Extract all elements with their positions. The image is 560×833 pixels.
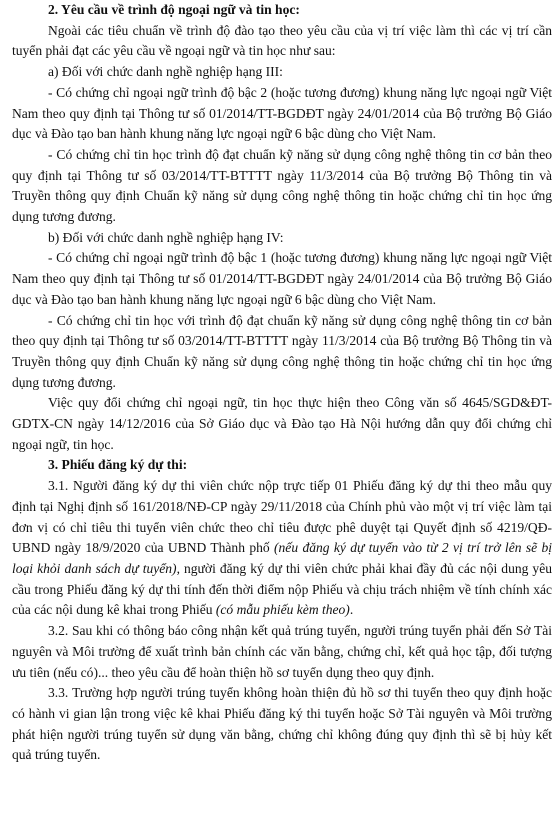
section-2-heading: 2. Yêu cầu về trình độ ngoại ngữ và tin học: <box>48 2 300 17</box>
paragraph-3-1-text-1: 3.1. Người đăng ký dự thi viên chức nộp trực tiếp 01 Phiếu đăng ký dự thi theo mẫu quy định tại Nghị định số 161/2018/NĐ-CP ngày 29/11/2018 của Chính phủ vào một vị trí việc làm tại đơn vị có chỉ tiêu thi tuyển viên chức theo chỉ tiêu được phê duyệt tại Quyết định số 4219/QĐ-UBND ngày 18/9/2020 của UBND Thành phố <box>12 478 552 556</box>
subsection-b-title: b) Đối với chức danh nghề nghiệp hạng IV: <box>48 229 284 245</box>
subsection-a-title: a) Đối với chức danh nghề nghiệp hạng III: <box>48 64 283 80</box>
subsection-b-language-requirement: - Có chứng chỉ ngoại ngữ trình độ bậc 1 (hoặc tương đương) khung năng lực ngoại ngữ Việt Nam theo quy định tại Thông tư số 01/2014/TT-BGDĐT ngày 24/01/2014 của Bộ trưởng Bộ Giáo dục và Đào tạo ban hành khung năng lực ngoại ngữ 6 bậc dùng cho Việt Nam. <box>12 250 552 307</box>
paragraph-3-1-text-2: , người đăng ký dự thi viên chức phải khai đầy đủ các nội dung yêu cầu trong Phiếu đăng ký dự thi tính đến thời điểm nộp Phiếu và chịu trách nhiệm về tính chính xác của các nội dung kê khai trong Phiếu <box>12 560 552 618</box>
paragraph-3-1-italic-note-1: (nếu đăng ký dự tuyển vào từ 2 vị trí trở lên sẽ bị loại khỏi danh sách dự tuyển) <box>12 540 553 576</box>
paragraph-3-2: 3.2. Sau khi có thông báo công nhận kết quả trúng tuyển, người trúng tuyển phải đến Sở Tài nguyên và Môi trường để xuất trình bản chính các văn bằng, chứng chỉ, kết quả học tập, đối tượng ưu tiên (nếu có)... theo yêu cầu để hoàn thiện hồ sơ tuyển dụng theo quy định. <box>12 623 552 680</box>
paragraph-3-3: 3.3. Trường hợp người trúng tuyển không hoàn thiện đủ hồ sơ thi tuyển theo quy định hoặc có hành vi gian lận trong việc kê khai Phiếu đăng ký thi tuyển hoặc Sở Tài nguyên và Môi trường phát hiện người trúng tuyển sử dụng văn bằng, chứng chỉ không đúng quy định thì sẽ bị hủy kết quả trúng tuyển. <box>12 685 552 763</box>
subsection-b-it-requirement: - Có chứng chỉ tin học với trình độ đạt chuẩn kỹ năng sử dụng công nghệ thông tin cơ bản theo quy định tại Thông tư số 03/2014/TT-BTTTT ngày 11/3/2014 của Bộ trưởng Bộ Thông tin và Truyền thông quy định Chuẩn kỹ năng sử dụng công nghệ thông tin hoặc chứng chỉ tin học ứng dụng tương đương. <box>12 312 552 390</box>
section-3-heading: 3. Phiếu đăng ký dự thi: <box>48 457 188 473</box>
subsection-a-it-requirement: - Có chứng chỉ tin học trình độ đạt chuẩn kỹ năng sử dụng công nghệ thông tin cơ bản theo quy định tại Thông tư số 03/2014/TT-BTTTT ngày 11/3/2014 của Bộ trưởng Bộ Thông tin và Truyền thông quy định Chuẩn kỹ năng sử dụng công nghệ thông tin hoặc chứng chỉ tin học ứng dụng tương đương. <box>12 146 552 225</box>
paragraph-3-1-italic-note-2: (có mẫu phiếu kèm theo) <box>215 602 350 618</box>
certificate-conversion-note: Việc quy đổi chứng chỉ ngoại ngữ, tin học thực hiện theo Công văn số 4645/SGD&ĐT-GDTX-CN ngày 14/12/2016 của Sở Giáo dục và Đào tạo Hà Nội hướng dẫn quy đổi chứng chỉ ngoại ngữ, tin học. <box>12 395 552 452</box>
section-2-intro: Ngoài các tiêu chuẩn về trình độ đào tạo theo yêu cầu của vị trí việc làm thì các vị trí cần tuyển phải đạt các yêu cầu về ngoại ngữ và tin học như sau: <box>12 22 552 59</box>
paragraph-3-1-end: . <box>349 602 354 618</box>
subsection-a-language-requirement: - Có chứng chỉ ngoại ngữ trình độ bậc 2 (hoặc tương đương) khung năng lực ngoại ngữ Việt Nam theo quy định tại Thông tư số 01/2014/TT-BGDĐT ngày 24/01/2014 của Bộ trưởng Bộ Giáo dục và Đào tạo ban hành khung năng lực ngoại ngữ 6 bậc dùng cho Việt Nam. <box>12 84 552 142</box>
paragraph-3-1 <box>12 476 552 621</box>
